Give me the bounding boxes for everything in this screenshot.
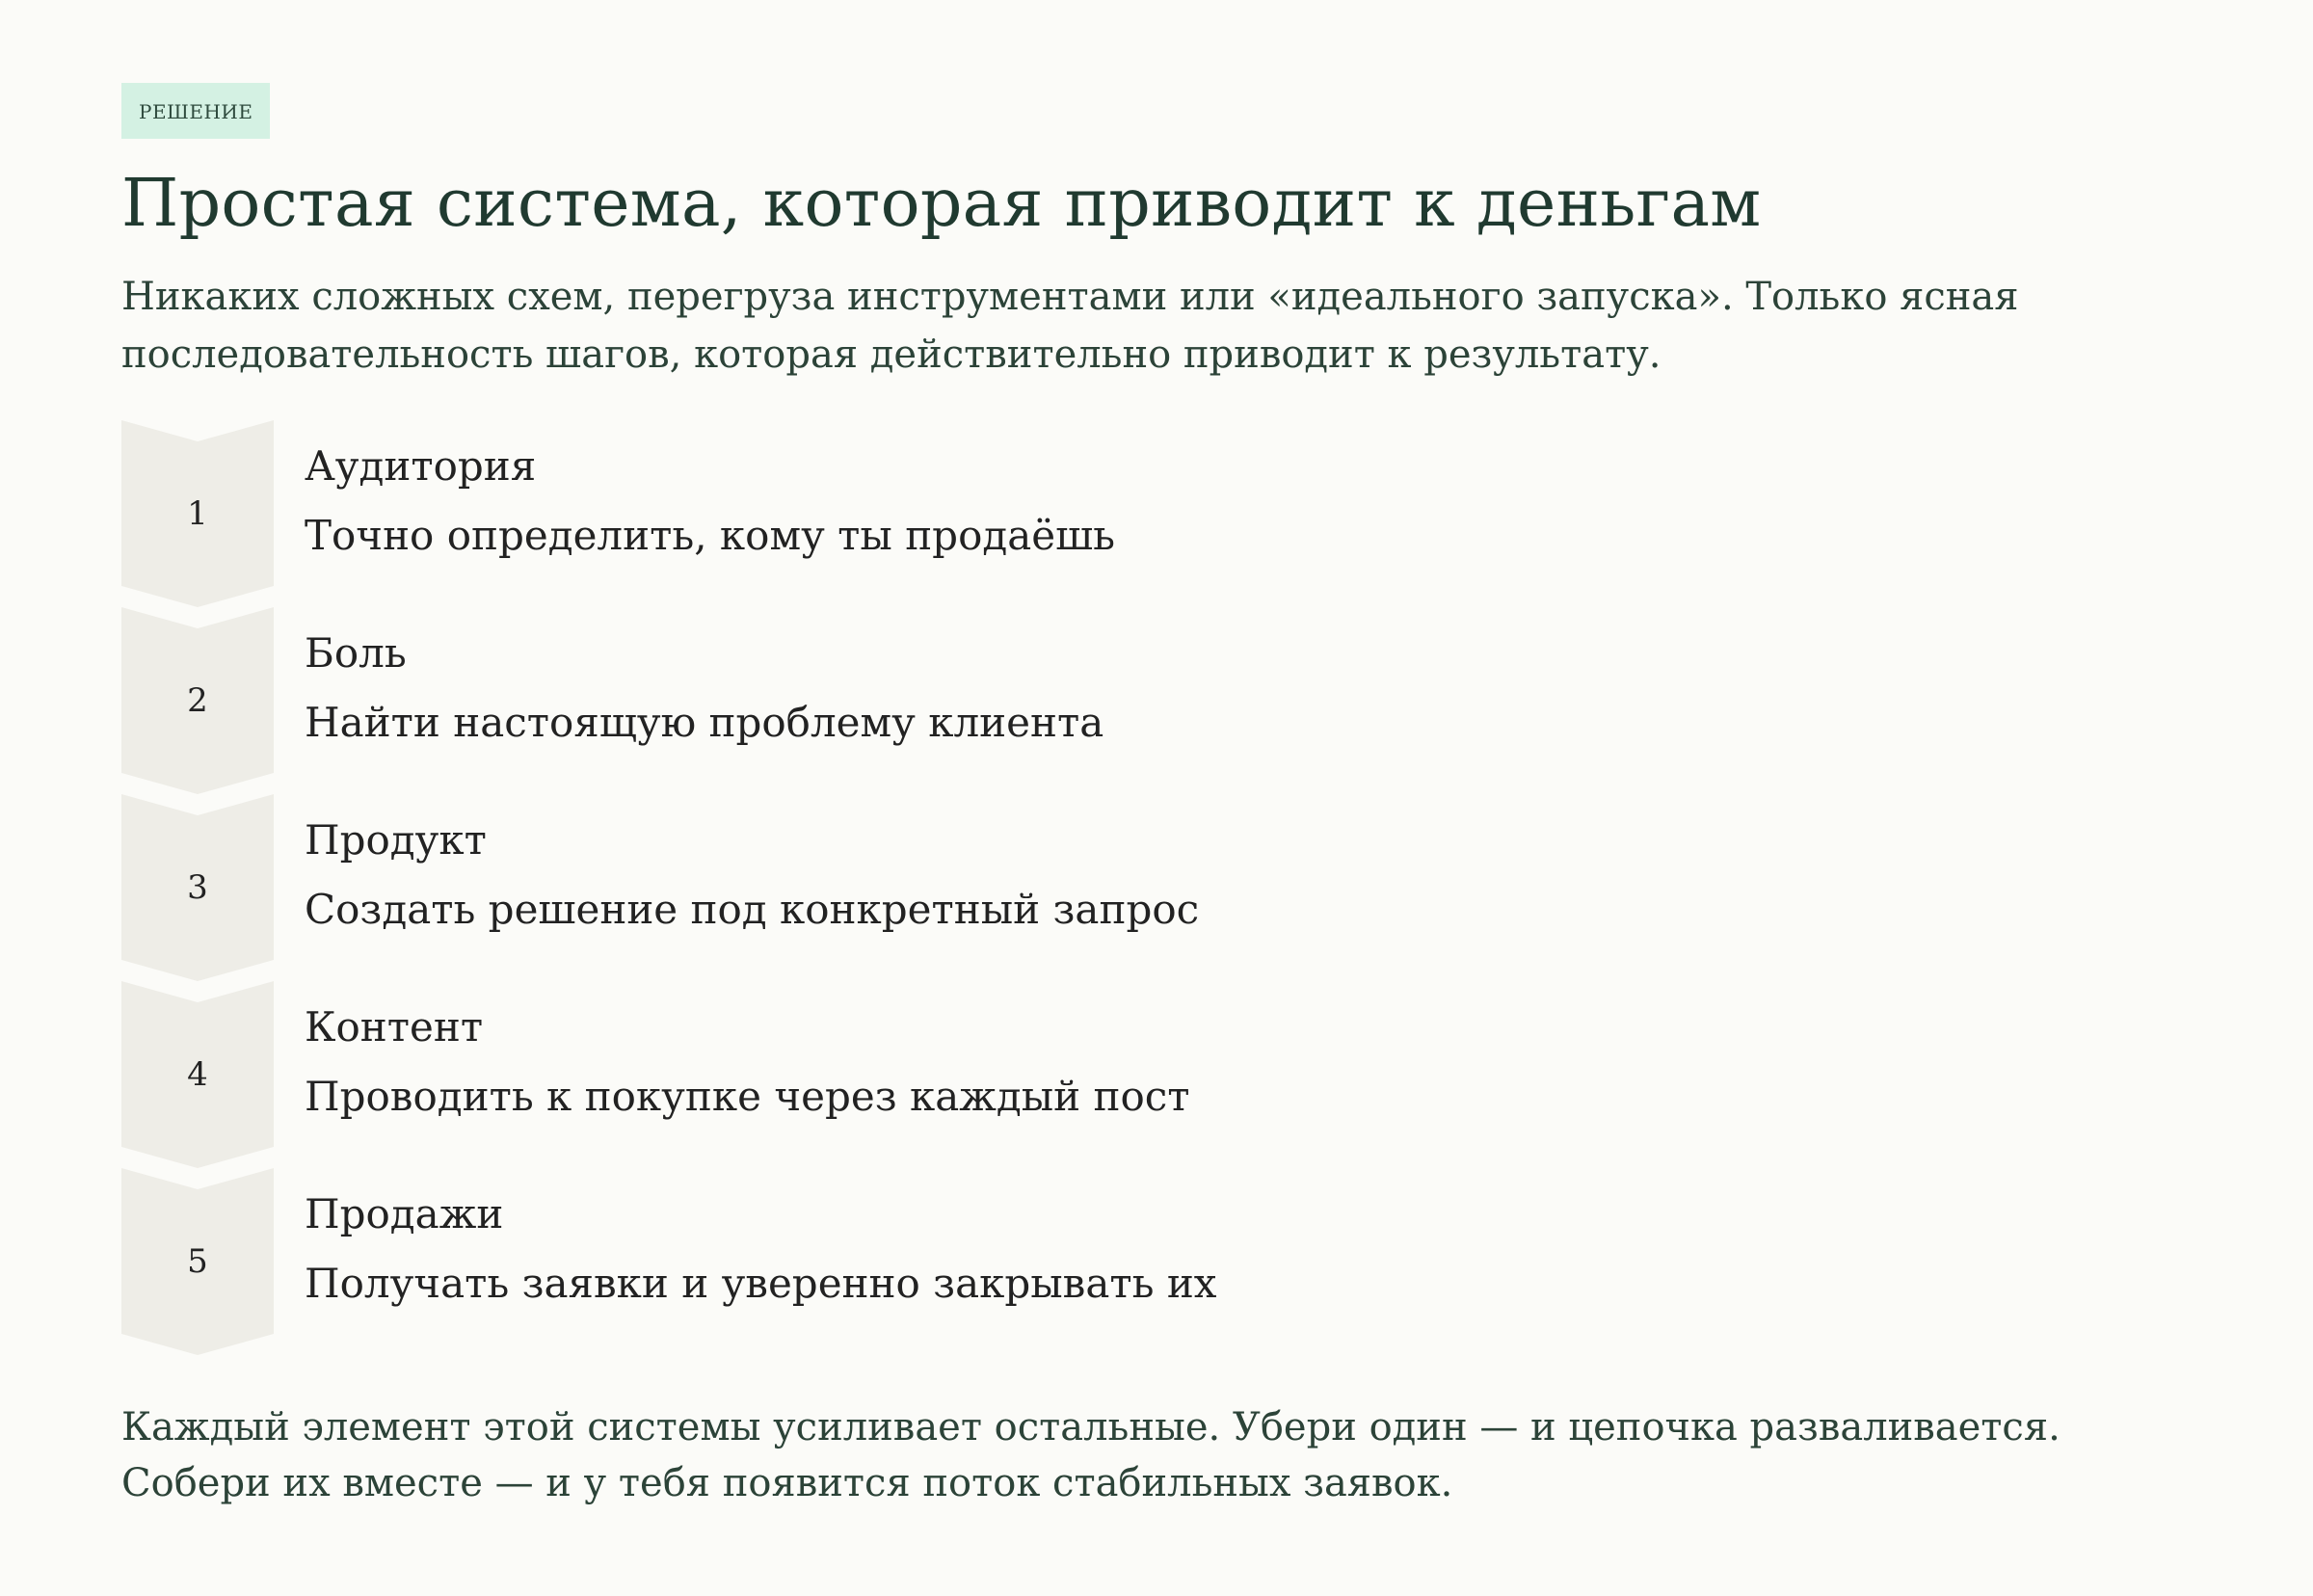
slide: [121, 83, 2193, 1505]
step-item: [121, 420, 1856, 607]
step-description: Точно определить, кому ты продаёшь: [305, 512, 1116, 559]
step-title: Аудитория: [305, 442, 537, 490]
step-number: 2: [187, 681, 208, 720]
step-item: [121, 1168, 1856, 1355]
step-title: Контент: [305, 1003, 484, 1051]
step-item: [121, 981, 1856, 1168]
step-description: Получать заявки и уверенно закрывать их: [305, 1260, 1217, 1307]
step-number: 3: [187, 868, 208, 907]
closing-line: Каждый элемент этой системы усиливает остальные. Убери один — и цепочка разваливается.: [121, 1405, 2060, 1450]
page-title: Простая система, которая приводит к деньгам: [121, 166, 1762, 242]
step-description: Проводить к покупке через каждый пост: [305, 1073, 1190, 1120]
step-description: Создать решение под конкретный запрос: [305, 886, 1200, 933]
subtitle-line: последовательность шагов, которая действительно приводит к результату.: [121, 332, 1662, 377]
section-badge: РЕШЕНИЕ: [121, 83, 270, 139]
step-title: Боль: [305, 629, 407, 677]
closing-paragraph: [121, 1399, 2242, 1511]
subtitle-line: Никаких сложных схем, перегруза инструментами или «идеального запуска». Только ясная: [121, 275, 2019, 319]
page-subtitle: [121, 268, 2193, 384]
step-number: 5: [187, 1242, 208, 1281]
step-item: [121, 794, 1856, 981]
step-title: Продажи: [305, 1190, 504, 1237]
step-item: [121, 607, 1856, 794]
step-title: Продукт: [305, 816, 487, 864]
step-number: 4: [187, 1055, 208, 1094]
step-number: 1: [187, 494, 208, 533]
closing-line: Собери их вместе — и у тебя появится поток стабильных заявок.: [121, 1461, 1453, 1505]
step-description: Найти настоящую проблему клиента: [305, 699, 1104, 746]
